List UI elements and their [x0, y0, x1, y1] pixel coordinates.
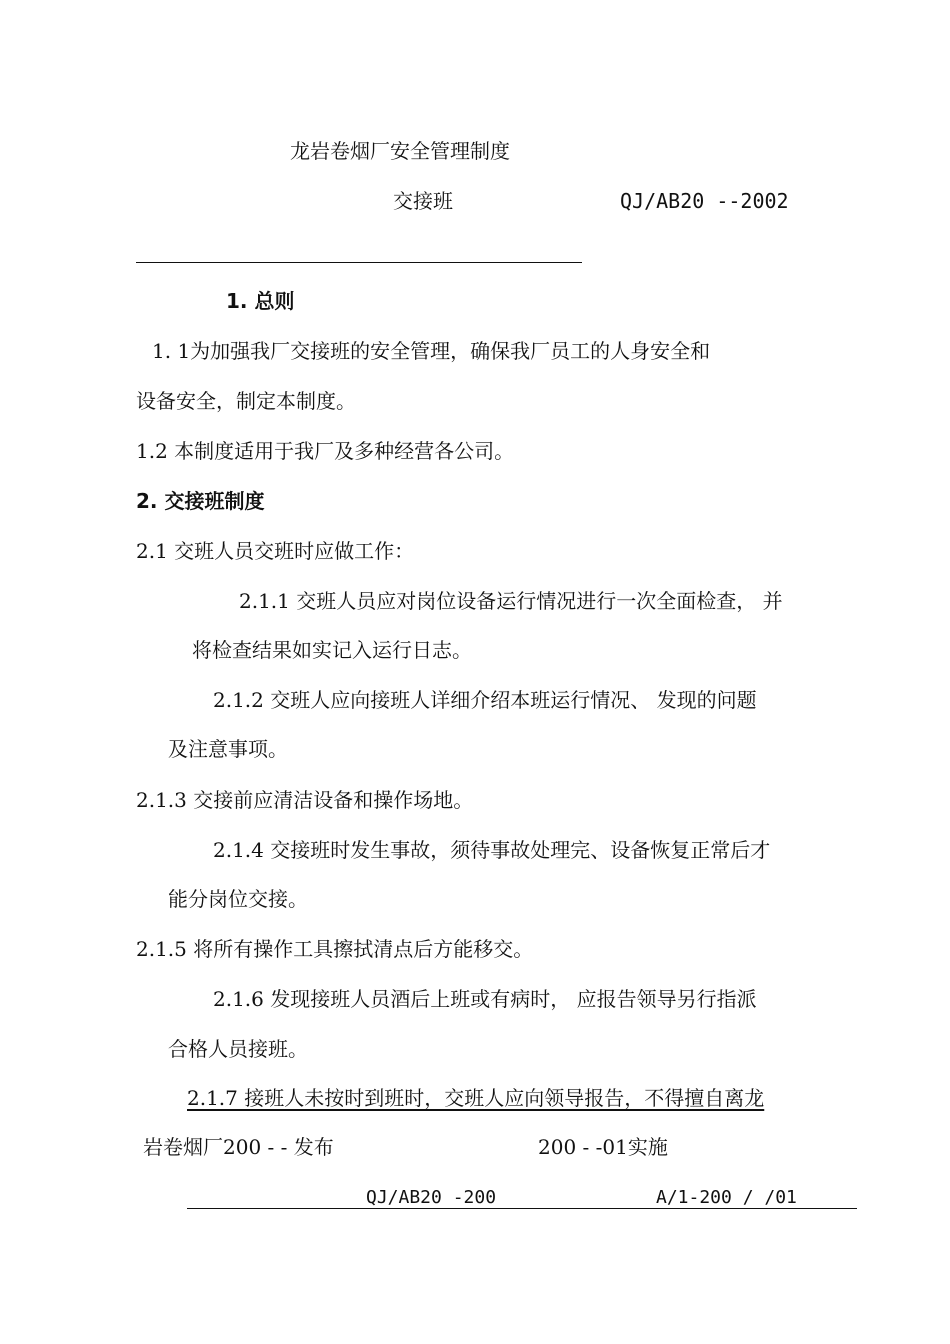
para-2-1-1-line-2: 将检查结果如实记入运行日志。 — [192, 638, 472, 662]
section-1-heading: 1. 总则 — [226, 289, 295, 313]
footer-issued: 岩卷烟厂200 - - 发布 — [143, 1135, 334, 1159]
document-code: QJ/AB20 --2002 — [620, 189, 789, 213]
para-1-1-line-1: 1. 1为加强我厂交接班的安全管理，确保我厂员工的人身安全和 — [152, 339, 711, 363]
para-2-1-6-line-1: 2.1.6 发现接班人员酒后上班或有病时， 应报告领导另行指派 — [213, 987, 757, 1011]
para-2-1-5: 2.1.5 将所有操作工具擦拭清点后方能移交。 — [136, 937, 534, 961]
para-2-1-4-line-1: 2.1.4 交接班时发生事故，须待事故处理完、设备恢复正常后才 — [213, 838, 771, 862]
footer-code: QJ/AB20 -200 — [366, 1187, 497, 1208]
footer-rule — [187, 1208, 857, 1209]
section-2-heading: 2. 交接班制度 — [136, 489, 265, 513]
para-2-1-2-line-1: 2.1.2 交班人应向接班人详细介绍本班运行情况、 发现的问题 — [213, 688, 757, 712]
para-2-1-3: 2.1.3 交接前应清洁设备和操作场地。 — [136, 788, 474, 812]
para-1-2: 1.2 本制度适用于我厂及多种经营各公司。 — [136, 439, 515, 463]
para-2-1-2-line-2: 及注意事项。 — [168, 737, 288, 761]
footer-page-ref: A/1-200 / /01 — [656, 1187, 797, 1208]
footer-effective: 200 - -01实施 — [538, 1135, 668, 1159]
para-2-1-7-line-1: 2.1.7 接班人未按时到班时，交班人应向领导报告，不得擅自离龙 — [187, 1086, 765, 1110]
para-1-1-line-2: 设备安全，制定本制度。 — [136, 389, 356, 413]
document-subtitle: 交接班 — [393, 189, 453, 213]
para-2-1: 2.1 交班人员交班时应做工作： — [136, 539, 415, 563]
para-2-1-4-line-2: 能分岗位交接。 — [168, 887, 308, 911]
header-rule — [136, 262, 582, 263]
para-2-1-6-line-2: 合格人员接班。 — [168, 1037, 308, 1061]
document-title: 龙岩卷烟厂安全管理制度 — [290, 139, 510, 163]
para-2-1-1-line-1: 2.1.1 交班人员应对岗位设备运行情况进行一次全面检查， 并 — [239, 589, 783, 613]
